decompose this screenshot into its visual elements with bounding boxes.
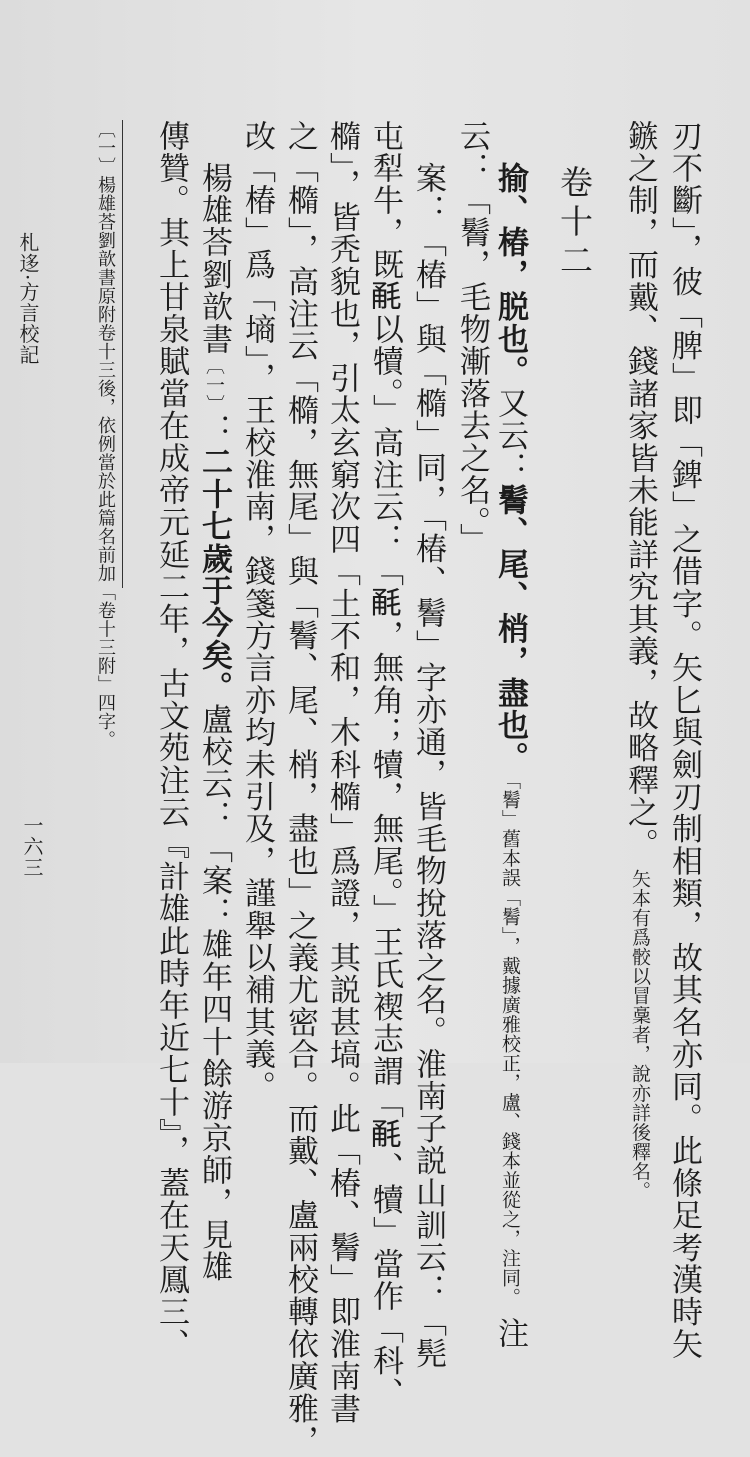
page-number xyxy=(22,815,42,878)
text-line: 刃不斷」，彼「脾」即「錍」之借字。矢匕與劍刃制相類，故其名亦同。此條足考漢時矢 xyxy=(666,120,702,1361)
inline-note: 矢本有爲骹以冒稾者，說亦詳後釋名。 xyxy=(629,868,651,1201)
text-column-4 xyxy=(492,162,528,1350)
text-column-12 xyxy=(153,120,189,1361)
text-column-9 xyxy=(282,120,318,1457)
text-line: 橢」，皆秃貌也，引太玄窮次四「土不和，木科橢」爲證，其説甚塙。此「椿、鬌」即淮南書 xyxy=(324,120,360,1425)
footnote-marker: 〔一〕 xyxy=(203,355,225,414)
inline-note: 「鬌」舊本誤「鬌」，戴據廣雅校正，盧、錢本並從之，注同。 xyxy=(499,779,521,1307)
page-number-text: 一六三 xyxy=(20,815,44,878)
text-column-7 xyxy=(367,120,403,1410)
text-column-10 xyxy=(239,120,275,1103)
running-head-text: 札迻·方言校記 xyxy=(16,232,40,366)
text-line: 傳贊。其上甘泉賦當在成帝元延二年，古文苑注云『計雄此時年近七十』，蓋在天鳳三、 xyxy=(153,120,189,1361)
text-column-8 xyxy=(324,120,360,1425)
footnote-rule xyxy=(122,120,123,588)
footnote xyxy=(96,120,114,749)
footnote-text: 〔一〕楊雄荅劉歆書原附卷十三後，依例當於此篇名前加「卷十三附」四字。 xyxy=(95,120,116,749)
entry-headword: 揄、椿，脱也。 xyxy=(492,162,528,388)
quoted-phrase: 二十七歲于今矣。 xyxy=(196,445,232,704)
text-run: 注 xyxy=(492,1316,528,1350)
text-column-6 xyxy=(410,162,446,1371)
entry-headword-2: 鬌、尾、梢，盡也。 xyxy=(492,484,528,774)
text-run: 又云： xyxy=(492,387,528,485)
running-head xyxy=(18,232,38,365)
text-line: 案：「椿」與「橢」同，「椿、鬌」字亦通，皆毛物挩落之名。淮南子説山訓云：「髡 xyxy=(410,162,446,1371)
text-column-2 xyxy=(622,120,658,1201)
text-run: ： xyxy=(196,413,232,446)
text-line: 之「橢」，高注云「橢，無尾」與「鬌、尾、梢，盡也」之義尤密合。而戴、盧兩校轉依廣雅， xyxy=(282,120,318,1457)
text-line: 屯犁牛，既𣭲以犢。」高注云：「𣭲，無角；犢，無尾。」王氏褉志謂「𣭲、犢」當作「科、 xyxy=(367,120,403,1410)
text-line: 改「椿」爲「墒」，王校淮南，錢箋方言亦均未引及，謹舉以補其義。 xyxy=(239,120,275,1103)
volume-heading-text: 卷十二 xyxy=(555,165,594,282)
text-column-11 xyxy=(196,162,232,1284)
volume-heading xyxy=(555,165,594,282)
section-title: 楊雄荅劉歆書 xyxy=(196,162,232,356)
text-column-1 xyxy=(666,120,702,1361)
text-line: 云：「鬌，毛物漸落去之名。」 xyxy=(454,120,490,556)
text-line: 鏃之制，而戴、錢諸家皆未能詳究其義，故略釋之。 xyxy=(622,120,658,861)
text-column-5 xyxy=(454,120,490,556)
text-run: 盧校云：「案：雄年四十餘游京師，見雄 xyxy=(196,703,232,1284)
